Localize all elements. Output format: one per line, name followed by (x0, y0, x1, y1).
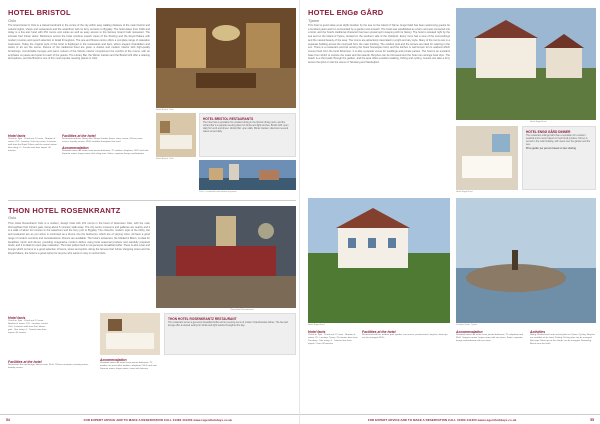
thon-hotel-photo-lobby (156, 206, 296, 308)
hotel-bristol-facilities (62, 134, 150, 156)
hotel-bristol-photo1-caption: Hotel Bristol, Oslo (156, 109, 174, 111)
oslo-photo (199, 160, 296, 190)
thon-facilities-text: Restaurant, bar and lounge, fitness room, Wi-Fi, 24-hour reception, meeting rooms, laundry service. (8, 364, 89, 369)
engo-facilities-text: Restaurant and bar, outdoor pool, garden, sun terrace, private beach, bicycles, boat trips can be arranged, Wi-Fi. (362, 334, 448, 339)
engo-box-text: The restaurant at Engø Gård has a reputation for excellent seafood and a menu based on fresh local produce. Dinner is served in the main building, with views over the garden and the sea. (526, 135, 591, 147)
hotel-engo-intro: This hotel is good value at an idyllic location by the sea on the island of Tjøme. Engø Gård has been welcoming guests for a hundred years and it is surrounded by a garden and a beach. The hotel was established as a farm and was converted into a hotel, and the hotel's traditional character has been preserved in keeping with its history. The hotel is situated right by the sea and on the island of Tjøme, located on the southern side of the Oslofjord. Every room has a view of the surroundings and the natural beauty of the area. The rooms are attractively decorated in a light and airy style. Many of the rooms are in a separate building across the courtyard from the main building. The outdoor pool and the terrace are ideal for relaxing in the sun. There is a restaurant and bar serving the finest Norwegian food, and the kitchen is well known for its seafood which comes fresh from the local fishermen. It is also a popular venue for weddings and private parties. The hotel is an excellent base from which to explore the coast and the islands. Bicycles can be borrowed and the hotel can arrange boat trips. The beach is a short walk through the garden, and the area offers excellent walking, fishing and cycling. Guests can take a ferry across the fjord or visit the towns of Tønsberg and Sandefjord. (308, 24, 450, 65)
engo-photo2-caption: Hotel Engø Gård (456, 191, 473, 193)
hotel-engo-photo-room (456, 126, 518, 190)
hotel-engo-city: Tjøme (308, 18, 320, 23)
engo-activities-text: Hiking: Marked trails and coastal paths on Tjøme. Cycling: Bicycles are available at the hotel. Fishing: Fishing trips can be arranged. Boat trips: Boat trips to the islands can be arranged. Swimming: Beach near the hotel. (530, 334, 596, 345)
verdens-ende-caption: Verdens Ende, Tjøme (456, 324, 478, 326)
thon-hotel-title: THON HOTEL ROSENKRANTZ (8, 206, 121, 215)
hotel-bristol-title: HOTEL BRISTOL (8, 8, 71, 17)
hotel-engo-photo-garden (308, 198, 450, 323)
right-footer (300, 414, 600, 424)
thon-accom-title: Accommodation (100, 358, 127, 362)
hotel-bristol-city: Oslo (8, 18, 17, 23)
hotel-bristol-restaurant-box (199, 113, 296, 157)
hotel-bristol-photo-room (156, 113, 196, 157)
thon-box-text: The restaurant serves a generous breakfast buffet and an evening menu of modern Scandinavian dishes. The bar and lounge offer a relaxed setting for drinks and light snacks throughout the day. (168, 322, 288, 328)
hotel-engo-dinner-box (522, 126, 596, 190)
engo-facts (308, 330, 358, 346)
restaurant-box-title: HOTEL BRISTOL RESTAURANTS (203, 117, 254, 121)
engo-accom-title: Accommodation (456, 330, 483, 334)
thon-hotel-intro: Thon Hotel Rosenkrantz Oslo is a modern, design hotel with 151 rooms in the heart of downtown Oslo, with the main thoroughfare Karl Johans gate, being about 5 minutes' walk away. The city centre museums and galleries are nearby and it is a walk of about 10 minutes to the waterfront and the ferry port to Bygdøy. The colourful, modern style of the lobby, bar and restaurant are as you arrive is continued as a theme into the bedrooms, which are of varying sizes. All have a good range of modern comforts and considerations. Rooms are available. The hotel's restaurant, the Marketmi Bistro, is ideal for breakfast, lunch and dinner, providing imaginative modern dishes using local seasonal produce and carefully prepared foods; and it is ideal for open-plan relaxation. The hotel prides itself on its generous breakfast buffet. There is also a bar and lounge which is home to a good selection of beers, wines and spirits. Along the famous Karl Johan shopping street and the Royal Palace, the hotel is a good option for anyone who wants to stay in central Oslo. (8, 222, 150, 255)
restaurant-box-text: The hotel has a reputation for excellent dining in the historic dining room, and the Library Bar is a popular meeting place for drinks and light lunches. Bristol Grill: open daily for lunch and dinner. Library Bar: open daily. Winter Garden: afternoon tea and cakes served daily. (203, 122, 289, 134)
engo-accommodation (456, 330, 526, 343)
engo-box-title: HOTEL ENGØ GÅRD DINNER (526, 130, 571, 134)
right-page (300, 0, 600, 424)
section-divider (8, 200, 296, 201)
hotel-bristol-photo2-caption: Hotel Bristol, Oslo (156, 158, 174, 160)
left-footer (0, 414, 300, 424)
hotel-bristol-facilities-text: Restaurant and bar, Library Bar, Winter Garden, fitness room, sauna, 24-hour room service, laundry service, Wi-Fi available throughout the hotel. (62, 138, 143, 143)
thon-accommodation (100, 358, 160, 371)
thon-photo1-caption: Thon Hotel Rosenkrantz (230, 309, 254, 311)
hotel-bristol-facts-text: Check-in: 3pm · Check-out: 12 noon · Number of rooms: 251 · Location: Oslo city centre, 5 minutes walk from the Royal Palace and the central station · Star rating: 4 · Transfer time from airport: 40 minutes (8, 138, 58, 152)
hotel-engo-photo-exterior (456, 8, 596, 120)
thon-facilities (8, 360, 94, 370)
engo-activities (530, 330, 596, 346)
thon-facts-text: Check-in: 3pm · Check-out: 12 noon · Number of rooms: 151 · Location: central Oslo, 5 minutes walk from Karl Johans gate · Star rating: 4 · Transfer time from airport: 40 minutes (8, 320, 48, 334)
hotel-bristol-facts (8, 134, 58, 153)
right-footer-text: FOR EXPERT ADVICE AND TO MAKE A RESERVATION CALL 01383 441200 www.regentholidays.co.uk (367, 417, 517, 422)
engo-facts-title: Hotel facts (308, 330, 326, 334)
hotel-bristol-accom-title: Accommodation (62, 146, 89, 150)
thon-facilities-title: Facilities at the hotel (8, 360, 42, 364)
hotel-bristol-photo-lobby (156, 8, 296, 108)
right-page-number: 55 (590, 417, 594, 422)
thon-hotel-photo-room (100, 313, 160, 355)
engo-activities-title: Activities (530, 330, 546, 334)
hotel-bristol-intro: The Grand Hotel in Oslo is a classic landmark in the centre of the city within easy walking distance of the main historic and cultural sights, shops and restaurants and the waterfront with its ferry services to Bygdøy. The hotel dates from 1920 and today is a five-star hotel with 251 rooms and suites as well as easy access to the famous Grand Café restaurant. The intimate Karl Johan decor. Bedrooms across the hotel combine superb views of the Storting and the Royal Palace with modern luxuries and superb attention to detail throughout. The spa and fitness centre offers a complete range of relaxation treatments. Today the original style of the hotel is displayed in the restaurants and bars, where elegant chandeliers and works of art set the scene. Rooms of the traditional hotel are given a classic and modern interior with high-quality furnishings. Comfortable lounges and warm colours of the historic interior complement the comfort of the rooms, with an emphasis on peace and quiet for each of the guests. The Library Bar, the Winter Garden and the Bristol Grill offer a relaxing atmosphere, and the Bristol is one of the most popular meeting places in Oslo. (8, 24, 150, 61)
engo-box-price: Price guide: per person based on two sharing (526, 148, 576, 151)
engo-facilities (362, 330, 450, 340)
thon-facts (8, 316, 48, 335)
hotel-bristol-facilities-title: Facilities at the hotel (62, 134, 96, 138)
engo-facts-text: Check-in: 3pm · Check-out: 12 noon · Number of rooms: 25 · Location: Tjøme, 25 minutes drive from Tønsberg · Star rating: 4 · Transfer time from airport: 1 hour 30 minutes (308, 334, 358, 345)
left-page-number: 54 (6, 417, 10, 422)
hotel-bristol-facts-title: Hotel facts (8, 134, 26, 138)
oslo-photo-caption: Oslo - a colourful and vibrant cityscape (199, 191, 237, 193)
engo-accom-text: Standard rooms: All rooms have private bathroom, TV, telephone and Wi-Fi. Superior rooms: larger rooms with sea views. Suites: separate lounge and bedroom with sea views. (456, 334, 523, 342)
thon-accom-text: Standard rooms: All rooms have private bathroom, TV, minibar, tea and coffee facilities, telephone, Wi-Fi and safe. Superior rooms: larger rooms, some with balcony. (100, 362, 158, 370)
hotel-bristol-accom-text: Standard rooms: All rooms have private bathroom, TV, minibar, telephone, Wi-Fi and safe. Superior rooms: larger rooms with sitting area. Suites: separate lounge and bedroom. (62, 150, 149, 155)
hotel-engo-title: HOTEL ENGø GÅRD (308, 8, 384, 17)
thon-facts-title: Hotel facts (8, 316, 26, 320)
engo-photo1-caption: Hotel Engø Gård (530, 121, 547, 123)
thon-hotel-city: Oslo (8, 215, 17, 220)
left-footer-text: FOR EXPERT ADVICE AND TO MAKE A RESERVATION CALL 01383 441200 www.regentholidays.co.uk (83, 417, 233, 422)
engo-facilities-title: Facilities at the hotel (362, 330, 396, 334)
engo-photo3-caption: Hotel Engø Gård (308, 324, 325, 326)
thon-box-title: THON HOTEL ROSENKRANTZ RESTAURANT (168, 317, 237, 321)
thon-restaurant-box (164, 313, 296, 355)
verdens-ende-photo (456, 198, 596, 323)
